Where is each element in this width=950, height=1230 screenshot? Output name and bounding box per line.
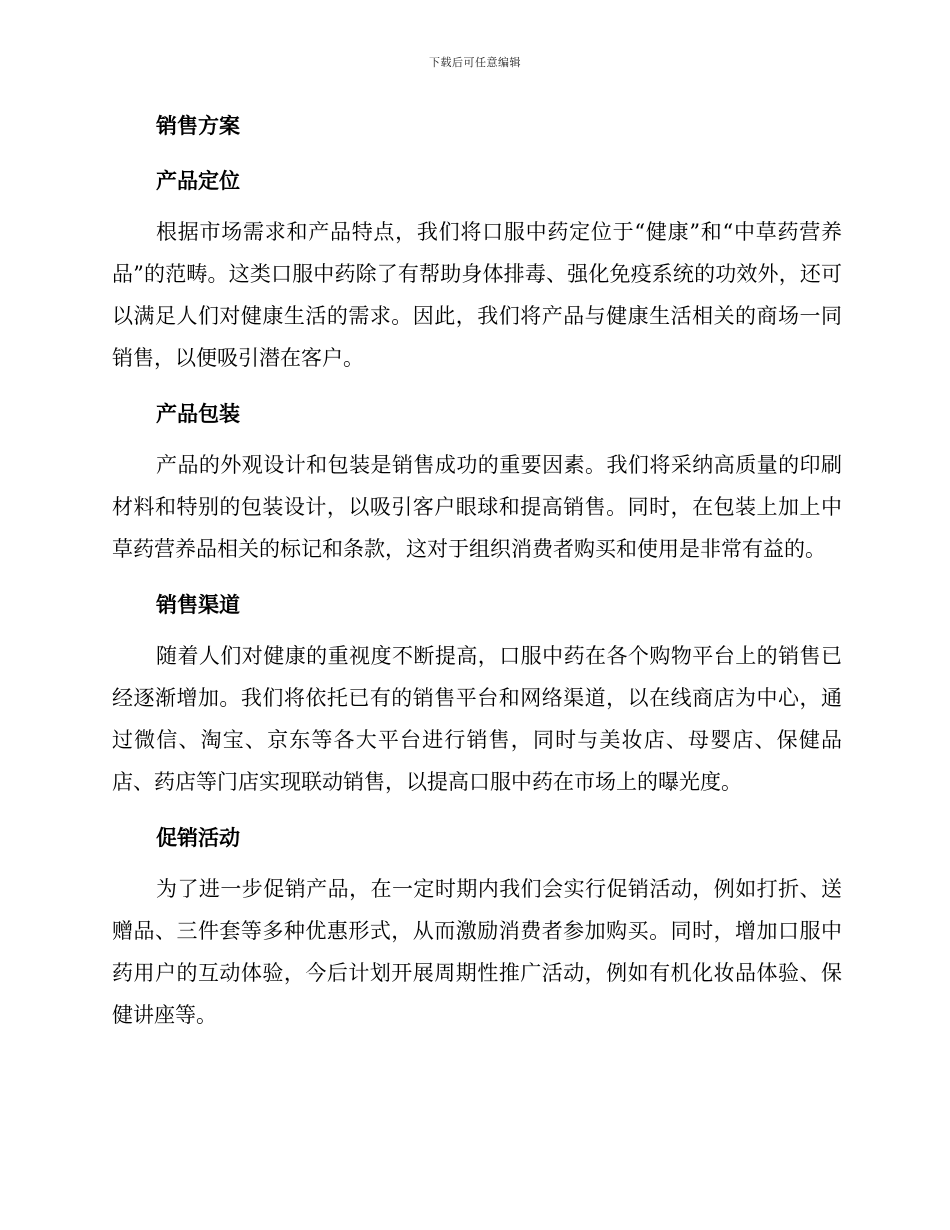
section-heading-promotion: 促销活动 <box>156 825 240 850</box>
section-heading-channels: 销售渠道 <box>156 592 240 617</box>
document-title: 销售方案 <box>156 113 240 138</box>
document-body <box>112 106 842 1036</box>
section-paragraph-promotion: 为了进一步促销产品，在一定时期内我们会实行促销活动，例如打折、送赠品、三件套等多种优惠形式，从而激励消费者参加购买。同时，增加口服中药用户的互动体验，今后计划开展周期性推广活动，例如有机化妆品体验、保健讲座等。 <box>112 877 842 1027</box>
section-paragraph-packaging: 产品的外观设计和包装是销售成功的重要因素。我们将采纳高质量的印刷材料和特别的包装设计，以吸引客户眼球和提高销售。同时，在包装上加上中草药营养品相关的标记和条款，这对于组织消费者购买和使用是非常有益的。 <box>112 453 842 561</box>
page-header-note: 下载后可任意编辑 <box>429 56 521 69</box>
section-heading-packaging: 产品包装 <box>156 401 240 426</box>
section-paragraph-positioning: 根据市场需求和产品特点，我们将口服中药定位于“健康”和“中草药营养品”的范畴。这类口服中药除了有帮助身体排毒、强化免疫系统的功效外，还可以满足人们对健康生活的需求。因此，我们将产品与健康生活相关的商场一同销售，以便吸引潜在客户。 <box>112 220 842 370</box>
section-heading-positioning: 产品定位 <box>156 168 240 193</box>
section-paragraph-channels: 随着人们对健康的重视度不断提高，口服中药在各个购物平台上的销售已经逐渐增加。我们将依托已有的销售平台和网络渠道，以在线商店为中心，通过微信、淘宝、京东等各大平台进行销售，同时与美妆店、母婴店、保健品店、药店等门店实现联动销售，以提高口服中药在市场上的曝光度。 <box>112 644 842 794</box>
